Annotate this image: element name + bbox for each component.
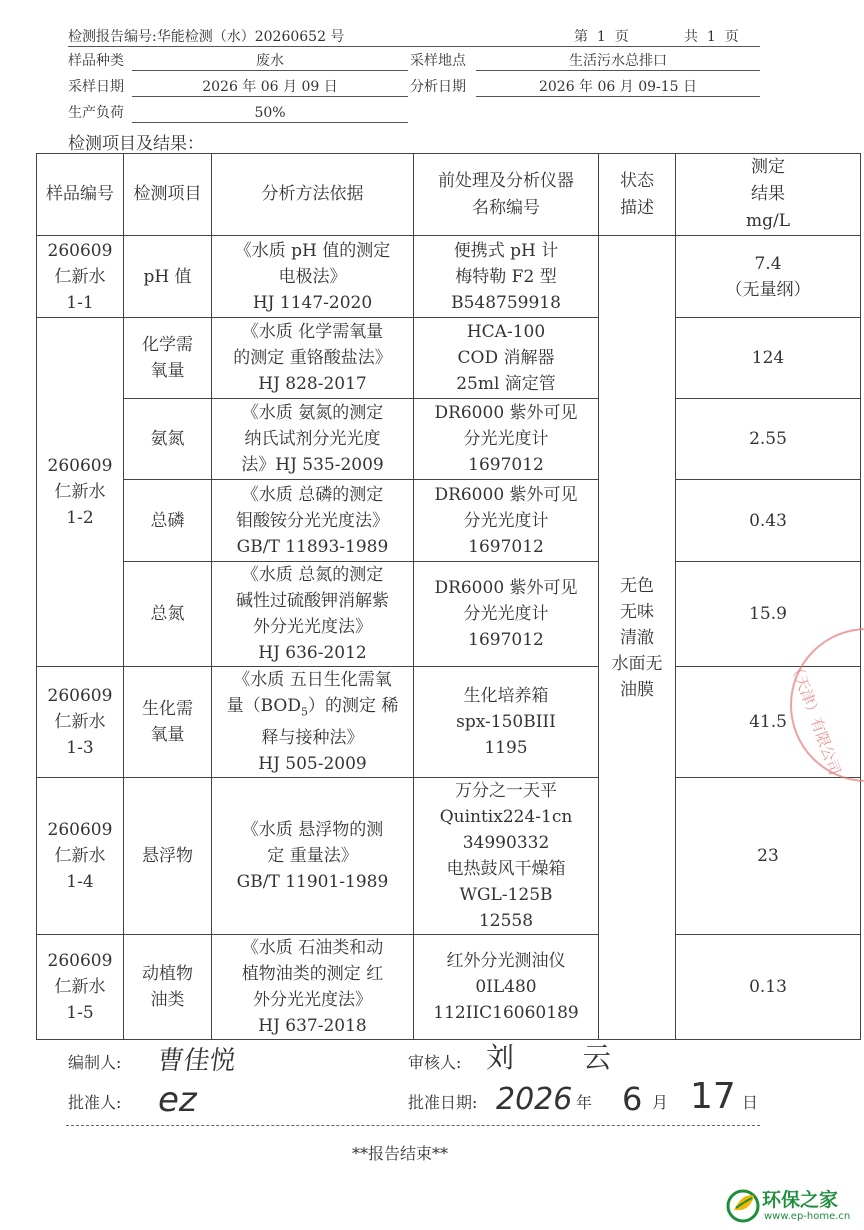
page-total: 共 1 页 [684,29,739,45]
result-cell: 2.55 [676,399,861,480]
approve-month: 6 [622,1080,643,1118]
result-cell: 41.5 [676,667,861,778]
sample-no-cell: 260609 仁新水 1-5 [37,935,124,1040]
instrument-cell: HCA-100 COD 消解器 25ml 滴定管 [414,318,599,399]
watermark-logo [726,1183,864,1230]
result-cell: 23 [676,778,861,935]
sample-no-cell: 260609 仁新水 1-1 [37,236,124,318]
result-cell: 15.9 [676,562,861,667]
header-result: 测定 结果 mg/L [676,154,861,236]
result-cell: 0.13 [676,935,861,1040]
method-cell: 《水质 氨氮的测定 纳氏试剂分光光度 法》HJ 535-2009 [212,399,414,480]
item-cell: pH 值 [124,236,212,318]
item-cell: 悬浮物 [124,778,212,935]
reviewer-signature: 刘 云 [486,1041,641,1074]
item-cell: 总磷 [124,480,212,562]
approve-year: 2026 [496,1082,573,1117]
instrument-cell: 生化培养箱 spx-150BIII 1195 [414,667,599,778]
load-value: 50% [132,104,408,123]
approve-date-label: 批准日期: [408,1093,478,1112]
section-title: 检测项目及结果： [68,134,204,154]
method-cell: 《水质 化学需氧量 的测定 重铬酸盐法》 HJ 828-2017 [212,318,414,399]
method-cell: 《水质 总磷的测定 钼酸铵分光光度法》 GB/T 11893-1989 [212,480,414,562]
report-number: 检测报告编号:华能检测（水）20260652 号 [68,29,345,45]
table-header-row [37,154,861,236]
prepared-by-signature: 曹佳悦 [155,1046,238,1076]
analysis-date-value: 2026 年 06 月 09-15 日 [476,78,760,97]
instrument-cell: DR6000 紫外可见 分光光度计 1697012 [414,480,599,562]
table-row [37,399,861,480]
result-cell: 0.43 [676,480,861,562]
table-row [37,935,861,1040]
analysis-date-label: 分析日期 [410,79,466,95]
divider [66,1125,760,1126]
method-cell: 《水质 总氮的测定 碱性过硫酸钾消解紫 外分光光度法》 HJ 636-2012 [212,562,414,667]
instrument-cell: 万分之一天平 Quintix224-1cn 34990332 电热鼓风干燥箱 WGL-125B 12558 [414,778,599,935]
table-row [37,480,861,562]
table-row [37,778,861,935]
sample-type-value: 废水 [132,52,408,71]
header-sample-no: 样品编号 [37,154,124,236]
sample-type-label: 样品种类 [68,53,124,69]
approver-signature: ez [158,1080,197,1120]
sample-no-cell: 260609 仁新水 1-3 [37,667,124,778]
method-cell: 《水质 五日生化需氧 量$(BOD_5)$的测定 稀 释与接种法》 HJ 505-2009 [212,667,414,778]
header-state: 状态 描述 [599,154,676,236]
method-cell: 《水质 石油类和动 植物油类的测定 红 外分光光度法》 HJ 637-2018 [212,935,414,1040]
watermark-name: 环保之家 [762,1189,839,1211]
state-description: 无色 无味 清澈 水面无 油膜 [599,236,676,1040]
item-cell: 总氮 [124,562,212,667]
instrument-cell: DR6000 紫外可见 分光光度计 1697012 [414,562,599,667]
leaf-icon [726,1186,760,1226]
table-row [37,667,861,778]
result-cell: 124 [676,318,861,399]
sample-date-label: 采样日期 [68,79,124,95]
table-row [37,236,861,318]
day-label: 日 [742,1093,759,1112]
sample-no-cell: 260609 仁新水 1-2 [37,318,124,667]
load-label: 生产负荷 [68,105,124,121]
month-label: 月 [652,1093,669,1112]
result-cell: 7.4 （无量纲） [676,236,861,318]
approve-day: 17 [690,1076,736,1117]
results-table [36,153,861,1040]
table-row [37,562,861,667]
prepared-by-label: 编制人: [68,1053,122,1072]
end-of-report: **报告结束** [352,1144,449,1163]
reviewer-label: 审核人: [408,1053,462,1072]
sample-no-cell: 260609 仁新水 1-4 [37,778,124,935]
company-seal-text: （天津）有限公司 [786,658,845,778]
sample-date-value: 2026 年 06 月 09 日 [132,78,408,97]
instrument-cell: DR6000 紫外可见 分光光度计 1697012 [414,399,599,480]
watermark-url: www.ep-home.cn [764,1211,851,1222]
item-cell: 生化需 氧量 [124,667,212,778]
method-cell: 《水质 pH 值的测定 电极法》 HJ 1147-2020 [212,236,414,318]
header-instrument: 前处理及分析仪器 名称编号 [414,154,599,236]
item-cell: 化学需 氧量 [124,318,212,399]
page-indicator: 第 1 页 [574,29,629,45]
header-underline [68,46,760,47]
table-row [37,318,861,399]
year-label: 年 [576,1093,593,1112]
header-item: 检测项目 [124,154,212,236]
method-cell: 《水质 悬浮物的测 定 重量法》 GB/T 11901-1989 [212,778,414,935]
approver-label: 批准人: [68,1093,122,1112]
header-method: 分析方法依据 [212,154,414,236]
instrument-cell: 红外分光测油仪 0IL480 112IIC16060189 [414,935,599,1040]
instrument-cell: 便携式 pH 计 梅特勒 F2 型 B548759918 [414,236,599,318]
sample-site-label: 采样地点 [410,53,466,69]
sample-site-value: 生活污水总排口 [476,52,760,71]
item-cell: 氨氮 [124,399,212,480]
item-cell: 动植物 油类 [124,935,212,1040]
